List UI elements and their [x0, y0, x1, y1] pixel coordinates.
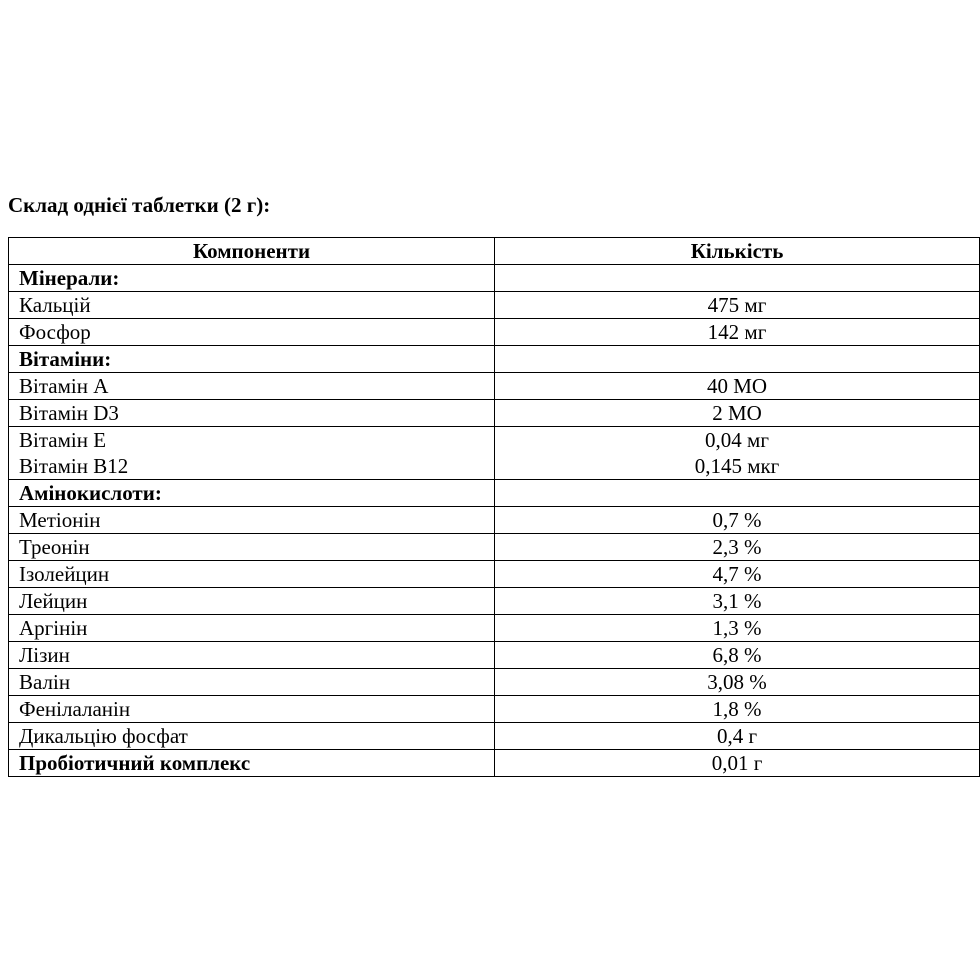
- row-name: Мінерали:: [9, 265, 495, 292]
- row-name: Вітамін D3: [9, 400, 495, 427]
- row-amount: 0,04 мг: [495, 427, 980, 454]
- table-row: [9, 400, 980, 427]
- row-amount: 4,7 %: [495, 561, 980, 588]
- row-amount: 40 МО: [495, 373, 980, 400]
- row-name: Ізолейцин: [9, 561, 495, 588]
- composition-table: [8, 237, 980, 777]
- table-row: [9, 427, 980, 454]
- column-header-amount: Кількість: [495, 238, 980, 265]
- row-amount: 0,4 г: [495, 723, 980, 750]
- row-amount: [495, 480, 980, 507]
- row-name: Фенілаланін: [9, 696, 495, 723]
- row-amount: [495, 346, 980, 373]
- table-row: [9, 453, 980, 480]
- table-row: [9, 669, 980, 696]
- row-name: Лейцин: [9, 588, 495, 615]
- row-amount: 1,8 %: [495, 696, 980, 723]
- row-name: Кальцій: [9, 292, 495, 319]
- table-row: [9, 319, 980, 346]
- row-name: Валін: [9, 669, 495, 696]
- column-header-component: Компоненти: [9, 238, 495, 265]
- table-row-vitamins-heading: [9, 346, 980, 373]
- row-amount: 3,08 %: [495, 669, 980, 696]
- table-caption: Склад однієї таблетки (2 г):: [8, 193, 271, 217]
- row-amount: 6,8 %: [495, 642, 980, 669]
- row-name: Треонін: [9, 534, 495, 561]
- table-row-amino-acids-heading: [9, 480, 980, 507]
- table-header-row: [9, 238, 980, 265]
- row-name: Лізин: [9, 642, 495, 669]
- row-amount: 1,3 %: [495, 615, 980, 642]
- table-row: [9, 723, 980, 750]
- row-amount: 3,1 %: [495, 588, 980, 615]
- row-amount: [495, 265, 980, 292]
- row-name: Метіонін: [9, 507, 495, 534]
- table-row: [9, 696, 980, 723]
- row-name: Вітамін B12: [9, 453, 495, 480]
- table-row: [9, 615, 980, 642]
- table-row: [9, 292, 980, 319]
- row-name: Вітамін A: [9, 373, 495, 400]
- row-amount: 142 мг: [495, 319, 980, 346]
- row-amount: 2 МО: [495, 400, 980, 427]
- table-row: [9, 507, 980, 534]
- row-amount: 0,145 мкг: [495, 453, 980, 480]
- row-amount: 2,3 %: [495, 534, 980, 561]
- row-name: Вітамін E: [9, 427, 495, 454]
- table-row-minerals-heading: [9, 265, 980, 292]
- row-name: Амінокислоти:: [9, 480, 495, 507]
- table-row: [9, 534, 980, 561]
- row-name: Фосфор: [9, 319, 495, 346]
- table-row: [9, 561, 980, 588]
- row-name: Аргінін: [9, 615, 495, 642]
- row-amount: 475 мг: [495, 292, 980, 319]
- row-amount: 0,7 %: [495, 507, 980, 534]
- row-name: Вітаміни:: [9, 346, 495, 373]
- table-row-probiotic: [9, 750, 980, 777]
- table-row: [9, 373, 980, 400]
- table-row: [9, 588, 980, 615]
- row-name: Пробіотичний комплекс: [9, 750, 495, 777]
- row-amount: 0,01 г: [495, 750, 980, 777]
- table-row: [9, 642, 980, 669]
- row-name: Дикальцію фосфат: [9, 723, 495, 750]
